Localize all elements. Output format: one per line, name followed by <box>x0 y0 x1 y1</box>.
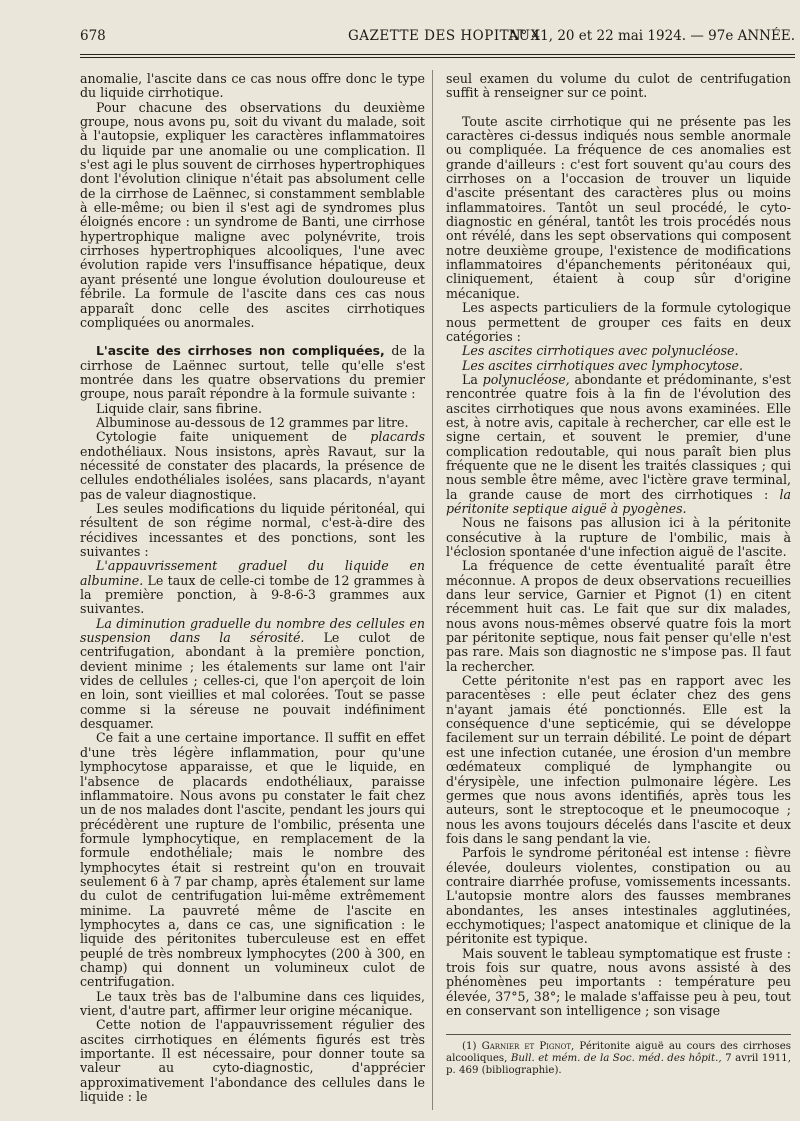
paragraph: Les ascites cirrhotiques avec polynucléose. <box>462 343 739 359</box>
paragraph: Cette notion de l'appauvrissement régulier des ascites cirrhotiques en éléments figurés est très importante. Il est nécessaire, pour donner toute sa valeur au cyto-diagnostic, d'apprécier approximativement l'abondance des cellules dans le liquide : le <box>80 1017 425 1105</box>
paragraph: La diminution graduelle du nombre des cellules en suspension dans la sérosité. Le culot de centrifugation, abondant à la première ponction, devient minime ; les étalements sur lame ont l'air vides de cellules ; celles-ci, que l'on aperçoit de loin en loin, sont vieillies et mal colorées. Tout se passe comme si la séreuse ne pouvait indéfiniment desquamer. <box>80 615 425 732</box>
paragraph: Cytologie faite uniquement de placards endothéliaux. Nous insistons, après Ravaut, sur la nécessité de constater des placards, la présence de cellules endothéliales isolées, sans placards, n'ayant pas de valeur diagnostique. <box>80 429 425 502</box>
paragraph: Les aspects particuliers de la formule cytologique nous permettent de grouper ces faits en deux catégories : <box>446 300 791 344</box>
header-rule-top <box>80 54 795 55</box>
page-number: 678 <box>80 28 106 44</box>
paragraph: Toute ascite cirrhotique qui ne présente pas les caractères ci-dessus indiqués nous semble anormale ou compliquée. La fréquence de ces anomalies est grande d'ailleurs : c'est fort souvent qu'au cours des cirrhoses on a l'occasion de trouver un liquide d'ascite présentant des caractères plus ou moins inflammatoires. Tantôt un seul procédé, le cyto-diagnostic en général, tantôt les trois procédés nous ont révélé, dans les sept observations qui composent notre deuxième groupe, l'existence de modifications inflammatoires d'épanchements péritonéaux qui, cliniquement, étaient à coup sûr d'origine mécanique. <box>446 113 791 301</box>
footnote-rule <box>446 1034 791 1035</box>
header-rule-bottom <box>80 57 795 58</box>
paragraph: Ce fait a une certaine importance. Il suffit en effet d'une très légère inflammation, pour qu'une lymphocytose apparaisse, et que le liquide, en l'absence de placards endothéliaux, paraisse inflammatoire. Nous avons pu constater le fait chez un de nos malades dont l'ascite, pendant les jours qui précédèrent une rupture de l'ombilic, présenta une formule lymphocytique, en remplacement de la formule endothéliale; mais le nombre des lymphocytes était si restreint qu'on en trouvait seulement 6 à 7 par champ, après étalement sur lame du culot de centrifugation lui-même extrêmement minime. La pauvreté même de l'ascite en lymphocytes a, dans ce cas, une signification : le liquide des péritonites tuberculeuse est en effet peuplé de très nombreux lymphocytes (200 à 300, en champ) qui donnent un volumineux culot de centrifugation. <box>80 730 426 990</box>
paragraph: Le taux très bas de l'albumine dans ces liquides, vient, d'autre part, affirmer leur origine mécanique. <box>80 988 425 1018</box>
section-heading: L'ascite des cirrhoses non compliquées, <box>96 343 385 359</box>
paragraph: Les seules modifications du liquide péritonéal, qui résultent de son régime normal, c'est-à-dire des récidives incessantes et des ponctions, sont les suivantes : <box>80 500 425 559</box>
paragraph: Les ascites cirrhotiques avec lymphocytose. <box>462 357 744 373</box>
paragraph: Albuminose au-dessous de 12 grammes par litre. <box>96 414 409 430</box>
paragraph: seul examen du volume du culot de centrifugation suffit à renseigner sur ce point. <box>446 71 791 101</box>
paragraph: L'appauvrissement graduel du liquide en albumine. Le taux de celle-ci tombe de 12 grammes à la première ponction, à 9-8-6-3 grammes aux suivantes. <box>80 558 425 617</box>
journal-title: GAZETTE DES HOPITAUX <box>348 28 541 44</box>
running-header <box>80 28 795 50</box>
column-divider <box>432 70 433 1110</box>
paragraph: L'ascite des cirrhoses non compliquées, de la cirrhose de Laënnec surtout, telle qu'elle s'est montrée dans les quatre observations du premier groupe, nous paraît répondre à la formule suivante : <box>80 343 425 402</box>
paragraph: Mais souvent le tableau symptomatique est fruste : trois fois sur quatre, nous avons assisté à des phénomènes peu importants : température peu élevée, 37°5, 38°; le malade s'affaisse peu à peu, tout en conservant son intelligence ; son visage <box>446 945 791 1018</box>
paragraph: Pour chacune des observations du deuxième groupe, nous avons pu, soit du vivant du malade, soit à l'autopsie, expliquer les caractères inflammatoires du liquide par une anomalie ou une complication. Il s'est agi le plus souvent de cirrhoses hypertrophiques dont l'évolution clinique n'était pas absolument celle de la cirrhose de Laënnec, si constamment semblable à elle-même; ou bien il s'est agi de syndromes plus éloignés encore : un syndrome de Banti, une cirrhose hypertrophique maligne avec polynévrite, trois cirrhoses hypertrophiques alcooliques, l'une avec évolution rapide vers l'insuffisance hépatique, deux ayant présenté une longue évolution douloureuse et fébrile. La formule de l'ascite dans ces cas nous apparaît donc celle des ascites cirrhotiques compliquées ou anormales. <box>80 99 425 330</box>
footnote: (1) Garnier et Pignot, Péritonite aiguë au cours des cirrhoses alcooliques, Bull. et mém. de la Soc. méd. des hôpit., 7 avril 1911, p. 469 (bibliographie). <box>446 1041 792 1077</box>
paragraph: La fréquence de cette éventualité paraît être méconnue. A propos de deux observations recueillies dans leur service, Garnier et Pignot (1) en citent récemment huit cas. Le fait que sur dix malades, nous avons nous-mêmes observé quatre fois la mort par péritonite septique, nous fait penser qu'elle n'est pas rare. Mais son diagnostic ne s'impose pas. Il faut la rechercher. <box>446 558 791 674</box>
paragraph: Parfois le syndrome péritonéal est intense : fièvre élevée, douleurs violentes, constipation ou au contraire diarrhée profuse, vomissements incessants. L'autopsie montre alors des fausses membranes abondantes, les anses intestinales agglutinées, ecchymotiques; l'aspect anatomique et clinique de la péritonite est typique. <box>446 845 791 947</box>
paragraph: Nous ne faisons pas allusion ici à la péritonite consécutive à la rupture de l'ombilic, mais à l'éclosion spontanée d'une infection aiguë de l'ascite. <box>446 515 791 559</box>
paragraph: Cette péritonite n'est pas en rapport avec les paracentèses : elle peut éclater chez des gens n'ayant jamais été ponctionnés. Elle est la conséquence d'une septicémie, qui se développe facilement sur un terrain débilité. Le point de départ est une infection cutanée, une érosion d'un membre œdémateux compliqué de lymphangite ou d'érysipèle, une infection pulmonaire légère. Les germes que nous avons identifiés, après tous les auteurs, sont le streptocoque et le pneumocoque ; nous les avons toujours décelés dans l'ascite et deux fois dans le sang pendant la vie. <box>446 673 791 846</box>
paragraph: La polynucléose, abondante et prédominante, s'est rencontrée quatre fois à la fin de l'évolution des ascites cirrhotiques que nous avons examinées. Elle est, à notre avis, capitale à rechercher, car elle est le signe certain, et souvent le premier, d'une complication redoutable, qui nous paraît bien plus fréquente que ne le disent les traités classiques ; qui nous semble être même, avec l'ictère grave terminal, la grande cause de mort des cirrhotiques : la péritonite septique aiguë à pyogènes. <box>446 371 791 516</box>
right-column <box>446 72 791 1077</box>
paragraph: Liquide clair, sans fibrine. <box>96 400 262 416</box>
left-column <box>80 72 425 1104</box>
paragraph: anomalie, l'ascite dans ce cas nous offre donc le type du liquide cirrhotique. <box>80 71 425 101</box>
issue-info: N° 41, 20 et 22 mai 1924. — 97e ANNÉE. <box>508 28 795 44</box>
